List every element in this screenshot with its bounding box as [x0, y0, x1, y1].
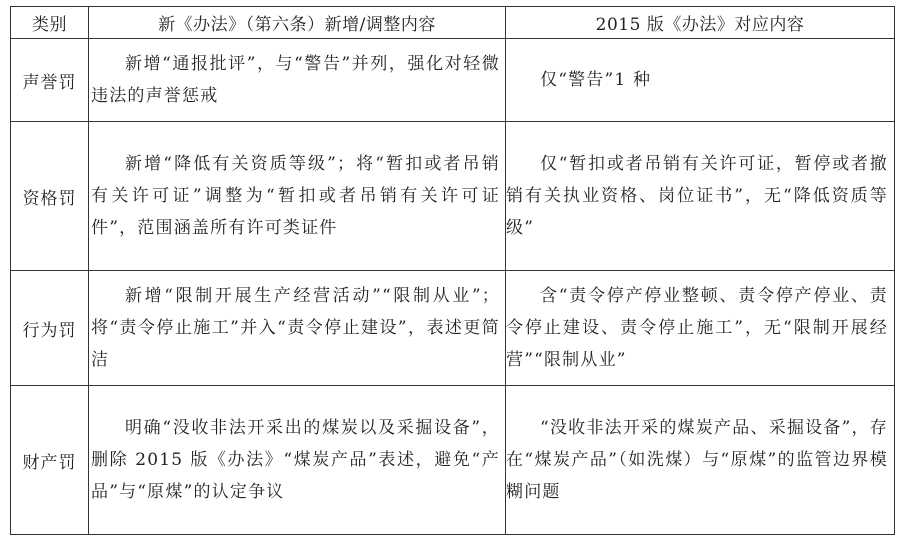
new-content-cell: 新增“降低有关资质等级”；将“暂扣或者吊销有关许可证”调整为“暂扣或者吊销有关许可证件”，范围涵盖所有许可类证件 — [89, 122, 506, 271]
header-row — [11, 7, 895, 39]
table-row-reputation-penalty — [11, 39, 895, 122]
category-cell: 声誉罚 — [11, 39, 89, 122]
comparison-table — [10, 6, 895, 535]
category-cell: 行为罚 — [11, 271, 89, 386]
old-content-cell: 仅“暂扣或者吊销有关许可证，暂停或者撤销有关执业资格、岗位证书”，无“降低资质等级” — [506, 122, 895, 271]
table-row-conduct-penalty — [11, 271, 895, 386]
new-content-cell: 明确“没收非法开采出的煤炭以及采掘设备”，删除 2015 版《办法》“煤炭产品”表述，避免“产品”与“原煤”的认定争议 — [89, 386, 506, 535]
new-content-cell: 新增“限制开展生产经营活动”“限制从业”；将“责令停止施工”并入“责令停止建设”，表述更简洁 — [89, 271, 506, 386]
category-cell: 财产罚 — [11, 386, 89, 535]
table-row-qualification-penalty — [11, 122, 895, 271]
old-content-cell: “没收非法开采的煤炭产品、采掘设备”，存在“煤炭产品”（如洗煤）与“原煤”的监管边界模糊问题 — [506, 386, 895, 535]
category-cell: 资格罚 — [11, 122, 89, 271]
header-new-content: 新《办法》（第六条）新增/调整内容 — [89, 7, 506, 39]
new-content-cell: 新增“通报批评”，与“警告”并列，强化对轻微违法的声誉惩戒 — [89, 39, 506, 122]
header-category: 类别 — [11, 7, 89, 39]
old-content-cell: 仅“警告”1 种 — [506, 39, 895, 122]
old-content-cell: 含“责令停产停业整顿、责令停产停业、责令停止建设、责令停止施工”，无“限制开展经营”“限制从业” — [506, 271, 895, 386]
header-old-content: 2015 版《办法》对应内容 — [506, 7, 895, 39]
table-row-property-penalty — [11, 386, 895, 535]
